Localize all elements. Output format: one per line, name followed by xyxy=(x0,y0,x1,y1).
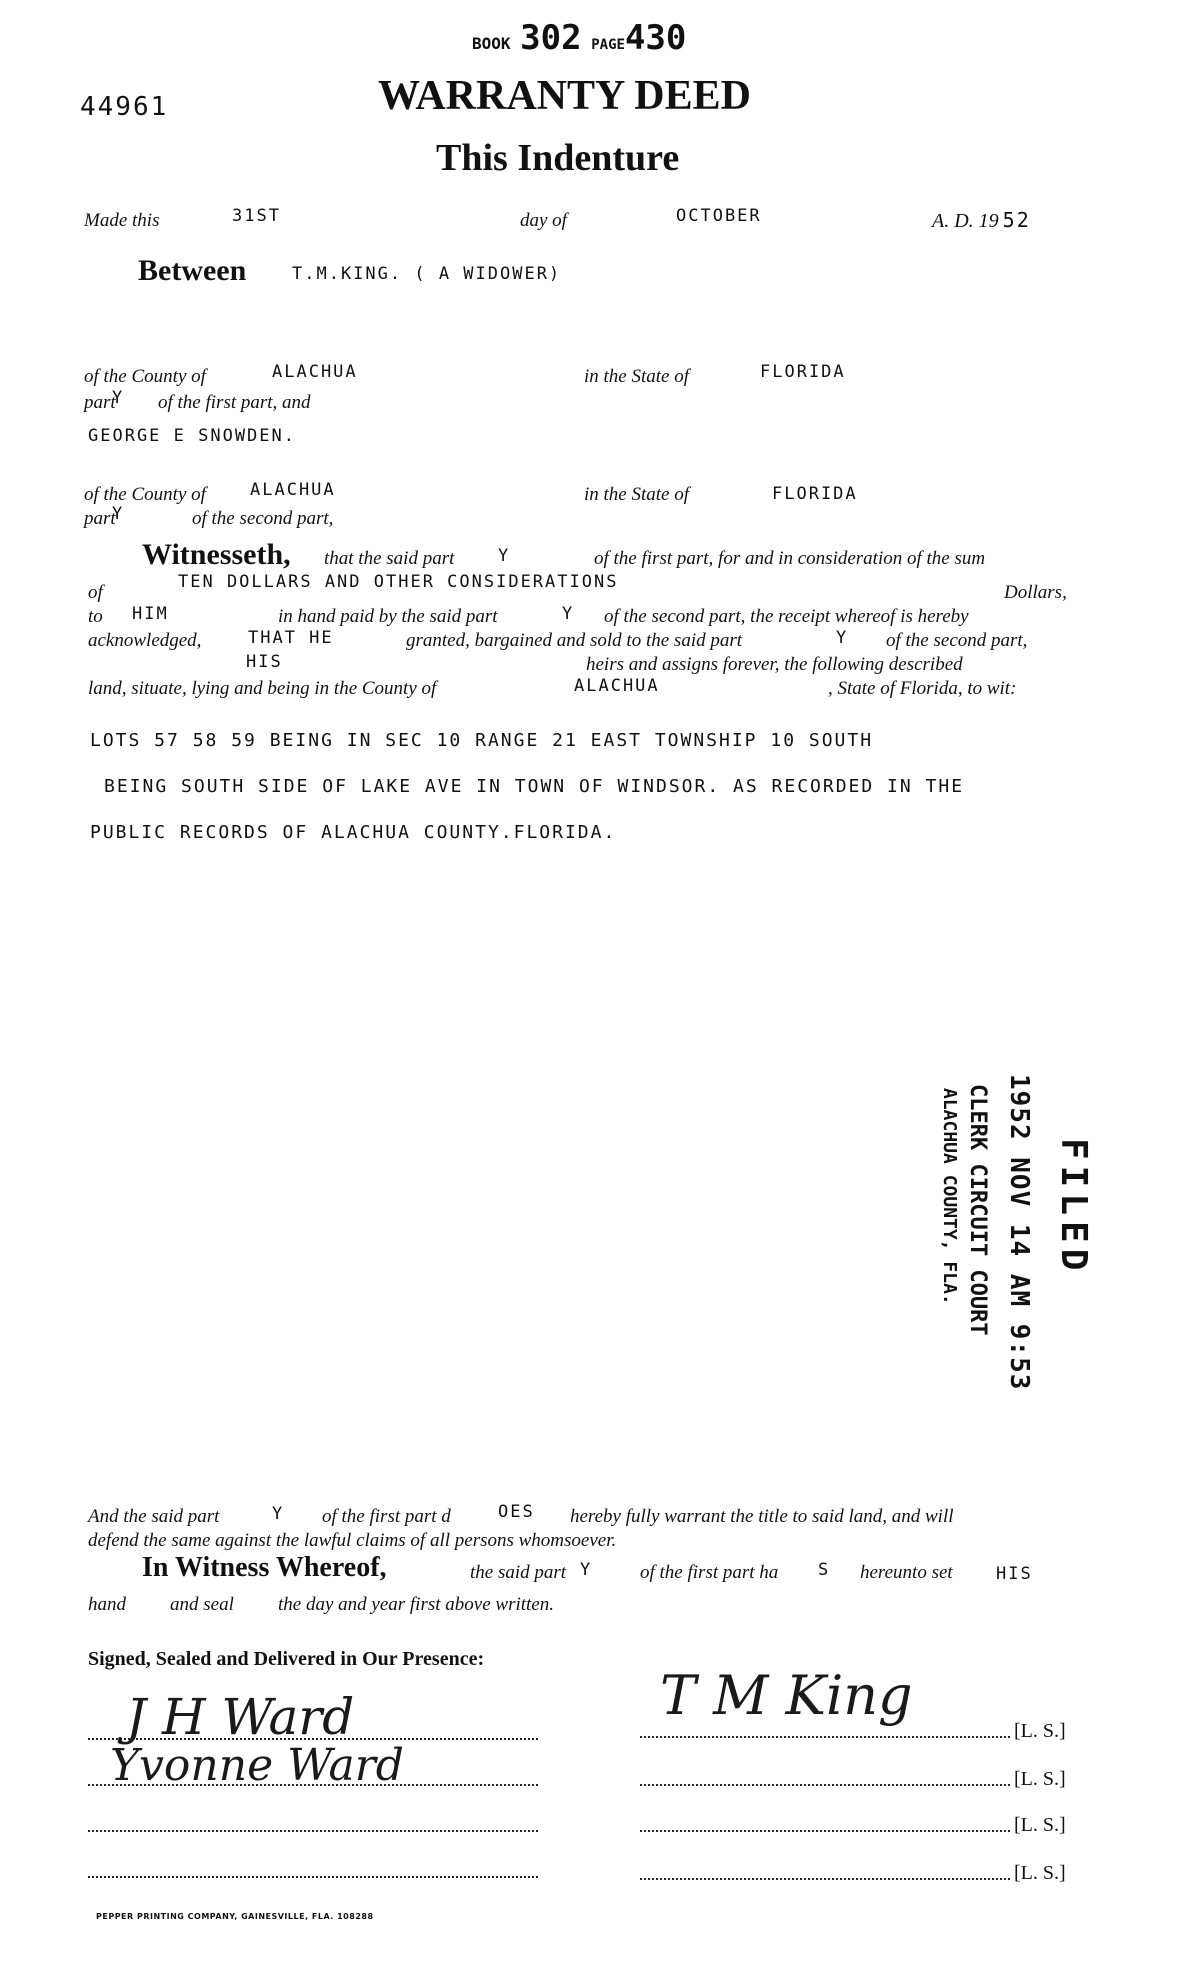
witness-signature-1: J H Ward xyxy=(126,1688,355,1746)
witness-whereof-c: hereunto set xyxy=(860,1562,953,1583)
first-part-label: part xyxy=(84,392,116,413)
witnesseth-l1y: Y xyxy=(498,546,511,566)
witness-whereof-his: HIS xyxy=(996,1564,1033,1584)
witness-signature-line-3 xyxy=(88,1830,538,1832)
witness-whereof-b: of the first part ha xyxy=(640,1562,779,1583)
land-county: ALACHUA xyxy=(574,676,660,696)
warranty-l2: defend the same against the lawful claims of all persons whomsoever. xyxy=(88,1530,617,1551)
year-suffix: 52 xyxy=(1002,208,1031,232)
ls-seal-4: [L. S.] xyxy=(1014,1862,1066,1884)
second-part-label: part xyxy=(84,508,116,529)
filed-stamp-filed: FILED xyxy=(1053,1138,1094,1277)
witness-whereof-y: Y xyxy=(580,1560,593,1580)
document-number: 44961 xyxy=(80,92,169,122)
legal-description-line-1: LOTS 57 58 59 BEING IN SEC 10 RANGE 21 EAST TOWNSHIP 10 SOUTH xyxy=(90,730,874,751)
witnesseth-l2-of: of xyxy=(88,582,103,603)
his-heirs: HIS xyxy=(246,652,283,672)
witnesseth-l4b: of the second part, xyxy=(886,630,1028,651)
witnesseth-l4a: granted, bargained and sold to the said part xyxy=(406,630,743,651)
witnesseth-l3b: of the second part, the receipt whereof is hereby xyxy=(604,606,969,627)
witnesseth-l3a: in hand paid by the said part xyxy=(278,606,498,627)
witnesseth-l6b: , State of Florida, to wit: xyxy=(828,678,1017,699)
witnesseth-l3y: Y xyxy=(562,604,575,624)
witnesseth-l1b: of the first part, for and in consideration of the sum xyxy=(594,548,986,569)
warranty-l1y: Y xyxy=(272,1504,285,1524)
filed-stamp-county: ALACHUA COUNTY, FLA. xyxy=(939,1088,960,1305)
second-state: FLORIDA xyxy=(772,484,858,504)
ls-seal-2: [L. S.] xyxy=(1014,1768,1066,1790)
witness-whereof-rest: the day and year first above written. xyxy=(278,1594,554,1615)
page-label: PAGE xyxy=(591,37,625,53)
date-month: OCTOBER xyxy=(676,206,762,226)
witnesseth-l5-text: heirs and assigns forever, the following described xyxy=(586,654,963,675)
grantor-signature-line-2 xyxy=(640,1784,1010,1786)
warranty-l1c: hereby fully warrant the title to said land, and will xyxy=(570,1506,954,1527)
witnesseth-l4y: Y xyxy=(836,628,849,648)
legal-description-line-3: PUBLIC RECORDS OF ALACHUA COUNTY.FLORIDA. xyxy=(90,822,617,843)
printer-imprint: PEPPER PRINTING COMPANY, GAINESVILLE, FLA. 108288 xyxy=(96,1912,374,1921)
witness-whereof-hand: hand xyxy=(88,1594,126,1615)
filed-stamp-clerk: CLERK CIRCUIT COURT xyxy=(965,1084,990,1336)
that-he: THAT HE xyxy=(248,628,334,648)
warranty-l1a: And the said part xyxy=(88,1506,220,1527)
date-day: 31ST xyxy=(232,206,281,226)
dollars-label: Dollars, xyxy=(1004,582,1067,603)
book-page-stamp xyxy=(472,18,686,58)
witnesseth-l4-ack: acknowledged, xyxy=(88,630,202,651)
ls-seal-1: [L. S.] xyxy=(1014,1720,1066,1742)
page-number: 430 xyxy=(624,18,687,58)
witnesseth-l1a: that the said part xyxy=(324,548,455,569)
witnesseth-l3-to: to xyxy=(88,606,103,627)
grantor-name: T.M.KING. ( A WIDOWER) xyxy=(292,264,562,284)
ls-seal-3: [L. S.] xyxy=(1014,1814,1066,1836)
grantor-signature: T M King xyxy=(660,1664,913,1727)
warranty-oes: OES xyxy=(498,1502,535,1522)
grantor-signature-line-3 xyxy=(640,1830,1010,1832)
first-state: FLORIDA xyxy=(760,362,846,382)
witness-signature-line-4 xyxy=(88,1876,538,1878)
grantor-signature-line-1 xyxy=(640,1736,1010,1738)
book-label: BOOK xyxy=(472,34,511,53)
first-county: ALACHUA xyxy=(272,362,358,382)
between-label: Between xyxy=(138,254,247,287)
witness-whereof-s: S xyxy=(818,1560,831,1580)
date-year xyxy=(932,208,1031,233)
book-number: 302 xyxy=(520,18,582,58)
grantee-name: GEORGE E SNOWDEN. xyxy=(88,426,296,446)
witnesseth-label: Witnesseth, xyxy=(142,538,291,571)
first-part-text: of the first part, and xyxy=(158,392,311,413)
second-state-label: in the State of xyxy=(584,484,690,505)
grantor-him: HIM xyxy=(132,604,169,624)
second-part-text: of the second part, xyxy=(192,508,334,529)
filed-stamp-datetime: 1952 NOV 14 AM 9:53 xyxy=(1004,1074,1034,1391)
day-of-label: day of xyxy=(520,210,567,231)
legal-description-line-2: BEING SOUTH SIDE OF LAKE AVE IN TOWN OF WINDSOR. AS RECORDED IN THE xyxy=(104,776,965,797)
consideration-sum: TEN DOLLARS AND OTHER CONSIDERATIONS xyxy=(178,572,619,592)
first-part-y: Y xyxy=(112,388,125,408)
witnesseth-l6a: land, situate, lying and being in the County of xyxy=(88,678,437,699)
first-state-label: in the State of xyxy=(584,366,690,387)
witness-whereof-seal: and seal xyxy=(170,1594,234,1615)
signed-sealed-label: Signed, Sealed and Delivered in Our Presence: xyxy=(88,1648,485,1670)
ad-prefix: A. D. 19 xyxy=(932,210,999,232)
grantor-signature-line-4 xyxy=(640,1878,1010,1880)
deed-title: WARRANTY DEED xyxy=(378,73,751,119)
witness-whereof-a: the said part xyxy=(470,1562,567,1583)
warranty-l1b: of the first part d xyxy=(322,1506,451,1527)
second-county: ALACHUA xyxy=(250,480,336,500)
second-part-y: Y xyxy=(112,504,125,524)
deed-subtitle: This Indenture xyxy=(436,137,680,179)
witness-signature-2: Yvonne Ward xyxy=(110,1740,404,1791)
made-this-label: Made this xyxy=(84,210,160,231)
first-county-label: of the County of xyxy=(84,366,206,387)
witness-whereof-label: In Witness Whereof, xyxy=(142,1552,387,1583)
second-county-label: of the County of xyxy=(84,484,206,505)
